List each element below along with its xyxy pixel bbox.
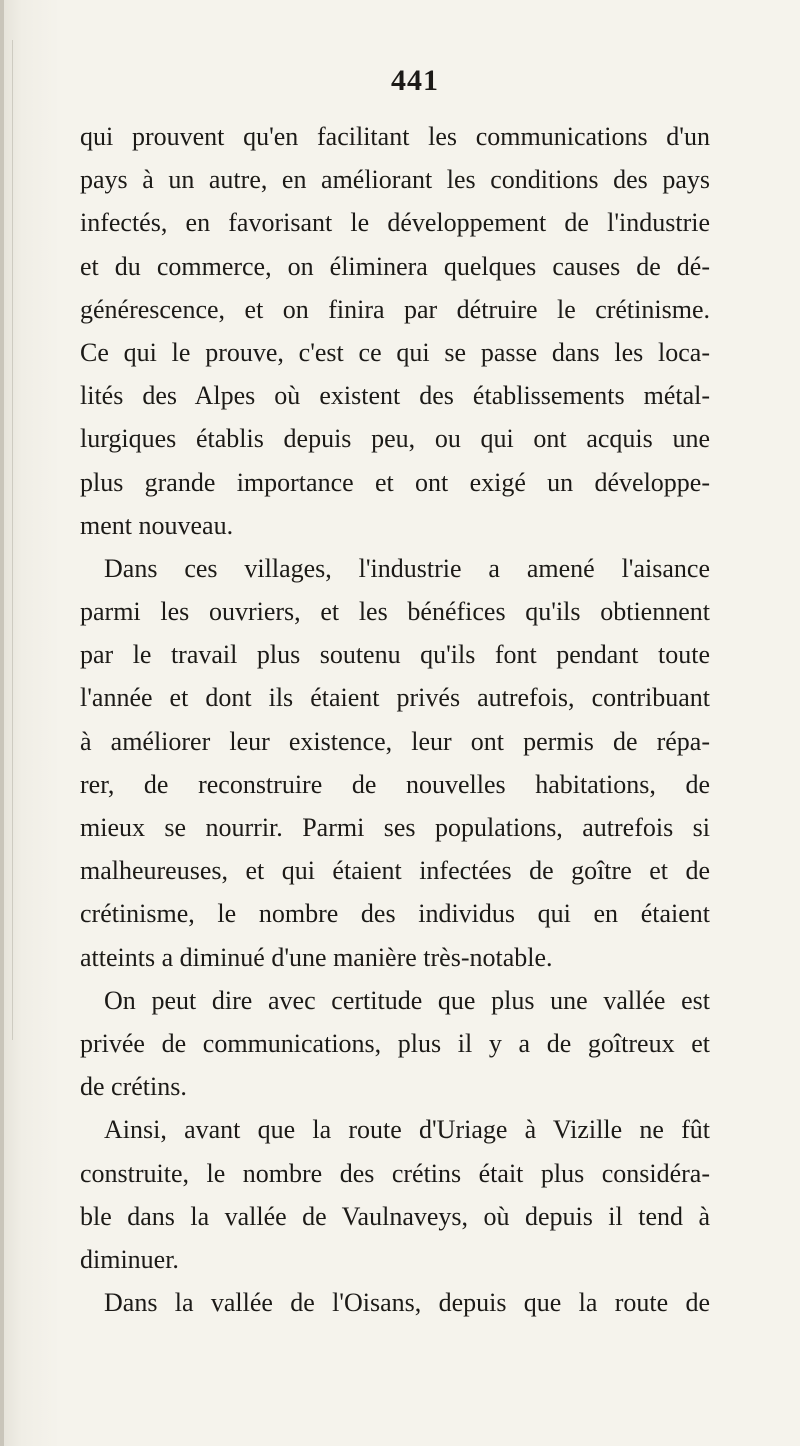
- text-line: malheureuses, et qui étaient infectées de goître et de: [80, 856, 710, 886]
- text-line: Ce qui le prouve, c'est ce qui se passe dans les loca-: [80, 337, 710, 367]
- text-line: mieux se nourrir. Parmi ses populations, autrefois si: [80, 813, 710, 842]
- text-line: à améliorer leur existence, leur ont permis de répa-: [80, 726, 710, 756]
- text-line: lurgiques établis depuis peu, ou qui ont acquis une: [80, 424, 710, 454]
- text-line: construite, le nombre des crétins était plus considéra-: [80, 1158, 710, 1188]
- text-line: parmi les ouvriers, et les bénéfices qu'ils obtiennent: [80, 597, 710, 627]
- text-line: On peut dire avec certitude que plus une vallée est: [104, 985, 710, 1015]
- text-line: générescence, et on finira par détruire le crétinisme.: [80, 294, 710, 324]
- text-line: diminuer.: [80, 1244, 179, 1274]
- text-line: et du commerce, on éliminera quelques causes de dé-: [80, 251, 710, 281]
- text-line: qui prouvent qu'en facilitant les communications d'un: [80, 122, 710, 151]
- page-number: 441: [391, 64, 439, 97]
- text-line: ble dans la vallée de Vaulnaveys, où depuis il tend à: [80, 1201, 710, 1231]
- text-line: pays à un autre, en améliorant les conditions des pays: [80, 165, 710, 195]
- text-line: de crétins.: [80, 1072, 187, 1102]
- body-text: [80, 115, 710, 1324]
- text-line: infectés, en favorisant le développement de l'industrie: [80, 208, 710, 238]
- text-line: Ainsi, avant que la route d'Uriage à Vizille ne fût: [104, 1115, 710, 1145]
- text-line: lités des Alpes où existent des établissements métal-: [80, 381, 710, 411]
- text-line: plus grande importance et ont exigé un développe-: [80, 467, 710, 497]
- page-fold-line: [12, 40, 13, 1040]
- text-line: l'année et dont ils étaient privés autrefois, contribuant: [80, 683, 710, 713]
- text-line: par le travail plus soutenu qu'ils font pendant toute: [80, 640, 710, 670]
- text-line: atteints a diminué d'une manière très-notable.: [80, 942, 553, 972]
- text-line: Dans la vallée de l'Oisans, depuis que la route de: [104, 1288, 710, 1318]
- text-line: crétinisme, le nombre des individus qui en étaient: [80, 899, 710, 929]
- text-line: rer, de reconstruire de nouvelles habitations, de: [80, 769, 710, 799]
- text-line: privée de communications, plus il y a de goîtreux et: [80, 1028, 710, 1058]
- binding-edge: [0, 0, 4, 1446]
- text-line: Dans ces villages, l'industrie a amené l'aisance: [104, 553, 710, 583]
- text-line: ment nouveau.: [80, 510, 234, 540]
